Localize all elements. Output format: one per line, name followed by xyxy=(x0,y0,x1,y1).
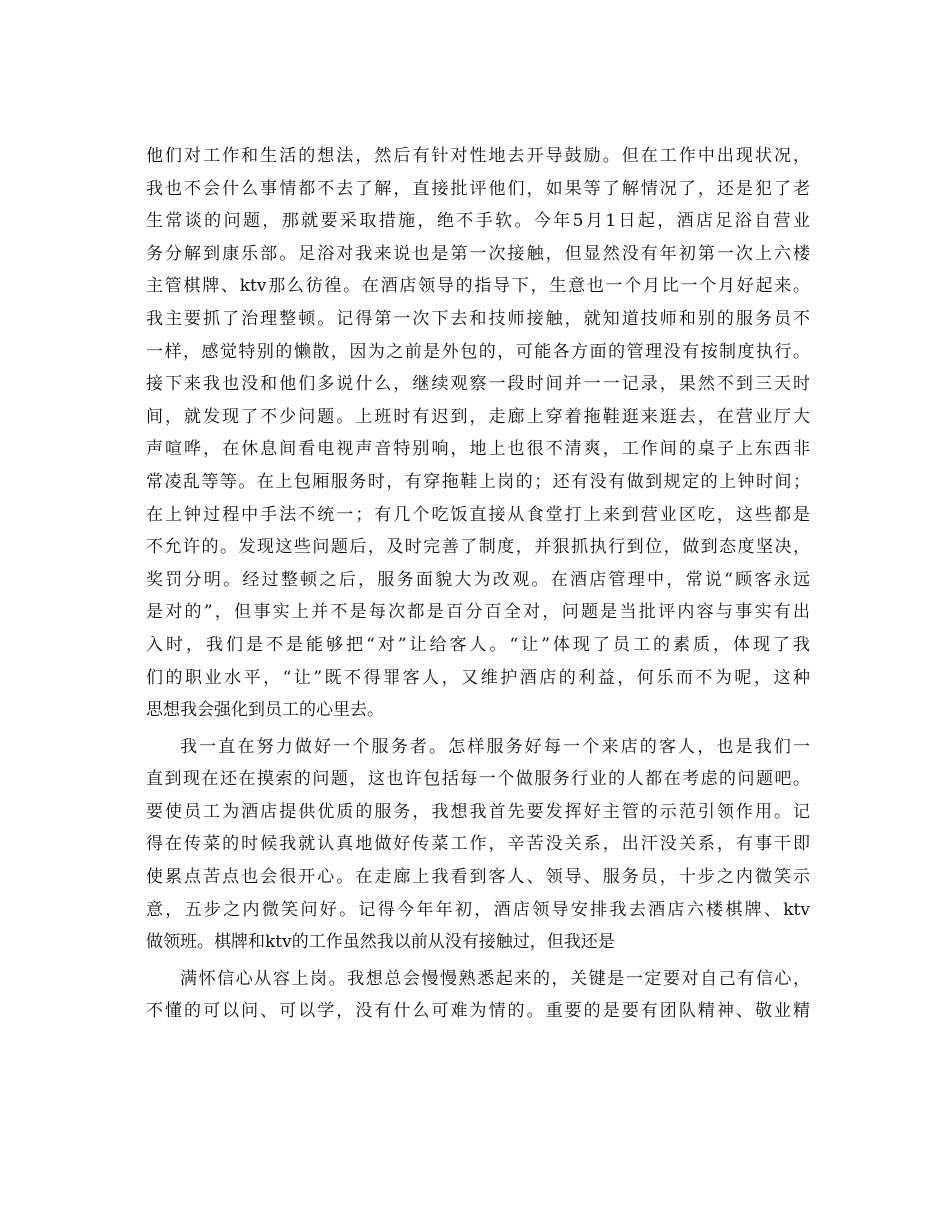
text-line: 主管棋牌、ktv那么彷徨。在酒店领导的指导下，生意也一个月比一个月好起来。 xyxy=(146,276,810,297)
text-line: 生常谈的问题，那就要采取措施，绝不手软。今年5月1日起，酒店足浴自营业 xyxy=(146,211,810,232)
paragraph-1 xyxy=(146,140,810,727)
text-line: 们的职业水平，“让”既不得罪客人，又维护酒店的利益，何乐而不为呢，这种 xyxy=(146,667,810,688)
text-line: 在上钟过程中手法不统一；有几个吃饭直接从食堂打上来到营业区吃，这些都是 xyxy=(146,504,810,525)
text-line: 满怀信心从容上岗。我想总会慢慢熟悉起来的，关键是一定要对自己有信心， xyxy=(180,968,810,989)
text-line: 思想我会强化到员工的心里去。 xyxy=(146,700,384,721)
text-line: 意，五步之内微笑问好。记得今年年初，酒店领导安排我去酒店六楼棋牌、ktv xyxy=(146,899,810,920)
text-line: 入时，我们是不是能够把“对”让给客人。“让”体现了员工的素质，体现了我 xyxy=(146,634,810,655)
text-line: 奖罚分明。经过整顿之后，服务面貌大为改观。在酒店管理中，常说“顾客永远 xyxy=(146,569,810,590)
document-page xyxy=(146,140,810,1028)
text-line: 我一直在努力做好一个服务者。怎样服务好每一个来店的客人，也是我们一 xyxy=(180,736,810,757)
text-line: 直到现在还在摸索的问题，这也许包括每一个做服务行业的人都在考虑的问题吧。 xyxy=(146,769,810,790)
text-line: 我也不会什么事情都不去了解，直接批评他们，如果等了解情况了，还是犯了老 xyxy=(146,178,810,199)
text-line: 接下来我也没和他们多说什么，继续观察一段时间并一一记录，果然不到三天时 xyxy=(146,374,810,395)
text-line: 要使员工为酒店提供优质的服务，我想我首先要发挥好主管的示范引领作用。记 xyxy=(146,801,810,822)
text-line: 一样，感觉特别的懒散，因为之前是外包的，可能各方面的管理没有按制度执行。 xyxy=(146,341,810,362)
text-line: 常凌乱等等。在上包厢服务时，有穿拖鞋上岗的；还有没有做到规定的上钟时间； xyxy=(146,471,810,492)
paragraph-3 xyxy=(146,963,810,1028)
text-line: 他们对工作和生活的想法，然后有针对性地去开导鼓励。但在工作中出现状况， xyxy=(146,146,810,166)
text-line: 我主要抓了治理整顿。记得第一次下去和技师接触，就知道技师和别的服务员不 xyxy=(146,308,810,329)
text-line: 间，就发现了不少问题。上班时有迟到，走廊上穿着拖鞋逛来逛去，在营业厅大 xyxy=(146,406,810,427)
text-line: 不允许的。发现这些问题后，及时完善了制度，并狠抓执行到位，做到态度坚决， xyxy=(146,537,810,558)
text-line: 务分解到康乐部。足浴对我来说也是第一次接触，但显然没有年初第一次上六楼 xyxy=(146,243,810,264)
text-line: 声喧哗，在休息间看电视声音特别响，地上也很不清爽，工作间的桌子上东西非 xyxy=(146,439,810,460)
text-line: 不懂的可以问、可以学，没有什么可难为情的。重要的是要有团队精神、敬业精 xyxy=(146,1001,810,1022)
text-line: 得在传菜的时候我就认真地做好传菜工作，辛苦没关系，出汗没关系，有事干即 xyxy=(146,834,810,855)
paragraph-2 xyxy=(146,731,810,959)
text-line: 做领班。棋牌和ktv的工作虽然我以前从没有接触过，但我还是 xyxy=(146,932,615,953)
text-line: 是对的”，但事实上并不是每次都是百分百全对，问题是当批评内容与事实有出 xyxy=(146,602,810,623)
text-line: 使累点苦点也会很开心。在走廊上我看到客人、领导、服务员，十步之内微笑示 xyxy=(146,867,810,888)
